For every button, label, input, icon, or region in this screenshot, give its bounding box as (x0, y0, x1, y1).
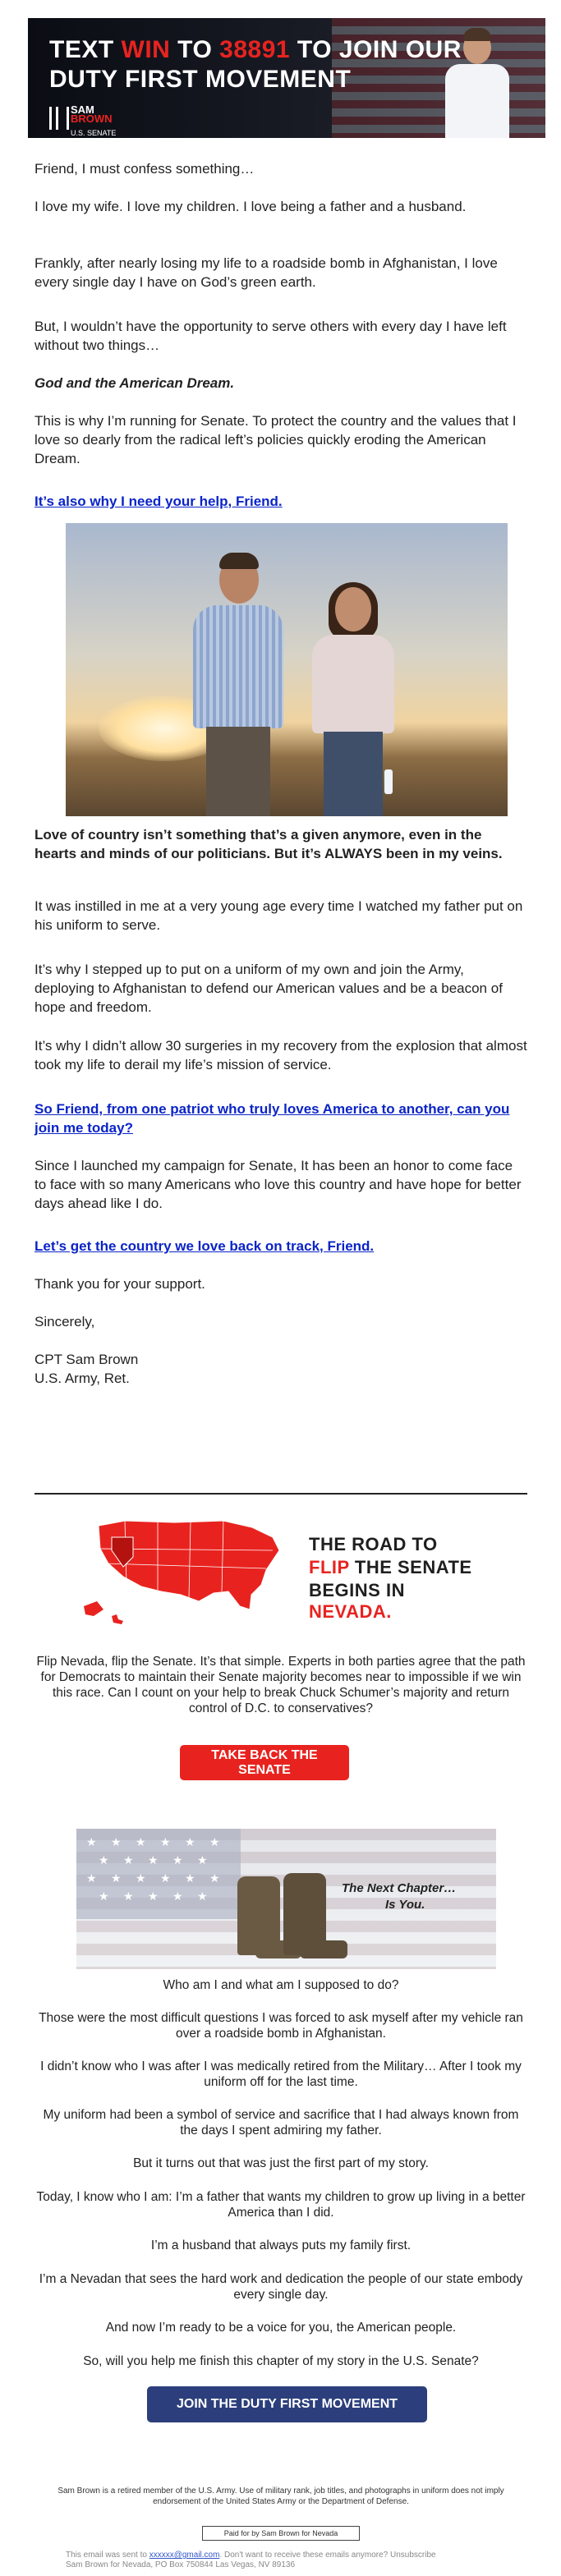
chapter-paragraph: But it turns out that was just the first part of my story. (133, 2156, 429, 2170)
letter-paragraph: This is why I’m running for Senate. To protect the country and the values that I love so dearly from the radical left’s policies quickly eroding the American Dream. (34, 413, 517, 466)
campaign-logo-subtitle: U.S. SENATE (71, 129, 117, 137)
military-disclaimer: Sam Brown is a retired member of the U.S. Army. Use of military rank, job titles, and photographs in uniform does not imply endorsement of the United States Army or the Department of Defense. (57, 2486, 504, 2506)
letter-paragraph: Friend, I must confess something… (34, 161, 255, 177)
banner-title-line3: BEGINS IN NEVADA. (309, 1580, 405, 1622)
chapter-paragraph: I’m a husband that always puts my family first. (150, 2239, 412, 2252)
letter-bold-paragraph: Love of country isn’t something that’s a given anymore, even in the hearts and minds of our politicians. But it’s ALWAYS been in my veins. (34, 827, 503, 861)
paid-for-box: Paid for by Sam Brown for Nevada (202, 2526, 360, 2541)
letter-paragraph: It’s why I stepped up to put on a uniform of my own and join the Army, deploying to Afghanistan to defend our American values and be a beacon of hope and freedom. (34, 962, 503, 1015)
header-banner[interactable] (28, 18, 545, 138)
take-back-senate-button[interactable]: TAKE BACK THE SENATE (180, 1745, 349, 1780)
chapter-paragraph: And now I’m ready to be a voice for you, the American people. (105, 2321, 457, 2335)
chapter-question: Who am I and what am I supposed to do? (163, 1978, 399, 1992)
candidate-family-photo[interactable] (66, 523, 508, 816)
email-footer: This email was sent to xxxxxx@gmail.com. Don't want to receive these emails anymore? Unsubscribe Sam Brown for Nevada, PO Box 750844 Las Vegas, NV 89136 (66, 2551, 436, 2569)
chapter-paragraph: So, will you help me finish this chapter of my story in the U.S. Senate? (83, 2354, 479, 2368)
banner-headline-line2: DUTY FIRST MOVEMENT (49, 66, 352, 93)
campaign-logo-icon (49, 107, 69, 130)
nevada-paragraph: Flip Nevada, flip the Senate. It’s that simple. Experts in both parties agree that the path for Democrats to maintain their Senate majority becomes near to impossible if we win this race. Can I count on your help to break Chuck Schumer’s majority and return control of D.C. to conservatives? (36, 1655, 526, 1715)
letter-paragraph: Since I launched my campaign for Senate, It has been an honor to come face to face with so many Americans who love this country and have hope for better days ahead like I do. (34, 1158, 522, 1211)
banner-caption-line1: The Next Chapter… (342, 1881, 457, 1895)
mailing-address: Sam Brown for Nevada, PO Box 750844 Las Vegas, NV 89136 (66, 2560, 296, 2569)
join-movement-button[interactable]: JOIN THE DUTY FIRST MOVEMENT (147, 2386, 427, 2422)
chapter-paragraph: Those were the most difficult questions I was forced to ask myself after my vehicle ran over a roadside bomb in Afghanistan. (39, 2011, 523, 2041)
chapter-paragraph: Today, I know who I am: I’m a father that wants my children to grow up living in a better America than I did. (36, 2190, 526, 2220)
campaign-logo-name: SAM BROWN (71, 103, 113, 125)
us-map-icon (76, 1509, 297, 1631)
banner-headline-line1: TEXT WIN TO 38891 TO JOIN OUR (49, 36, 462, 63)
letter-paragraph: It’s why I didn’t allow 30 surgeries in my recovery from the explosion that almost took my life to derail my life’s mission of service. (34, 1038, 527, 1072)
recipient-email-link[interactable]: xxxxxx@gmail.com (149, 2551, 220, 2560)
letter-emphasis: God and the American Dream. (34, 375, 235, 391)
donate-link[interactable]: So Friend, from one patriot who truly loves America to another, can you join me today? (34, 1101, 510, 1136)
chapter-paragraph: I didn’t know who I was after I was medically retired from the Military… After I took my uniform off for the last time. (40, 2059, 522, 2089)
chapter-paragraph: My uniform had been a symbol of service and sacrifice that I had always known from the days I spent admiring my father. (43, 2108, 519, 2137)
banner-title-line2: FLIP THE SENATE (309, 1557, 472, 1577)
letter-paragraph: I love my wife. I love my children. I love being a father and a husband. (34, 199, 467, 214)
letter-paragraph: Sincerely, (34, 1314, 95, 1329)
banner-caption-line2: Is You. (385, 1898, 425, 1912)
letter-paragraph: Thank you for your support. (34, 1276, 205, 1292)
chapter-paragraph: I’m a Nevadan that sees the hard work and dedication the people of our state embody every single day. (39, 2272, 523, 2302)
flip-senate-banner[interactable] (76, 1509, 486, 1631)
candidate-photo (442, 26, 513, 138)
banner-title-line1: THE ROAD TO (309, 1534, 438, 1554)
letter-paragraph: It was instilled in me at a very young age every time I watched my father put on his uniform to serve. (34, 898, 523, 933)
letter-paragraph: But, I wouldn’t have the opportunity to serve others with every day I have left without two things… (34, 319, 507, 353)
donate-link[interactable]: Let’s get the country we love back on track, Friend. (34, 1238, 375, 1254)
signature-title: U.S. Army, Ret. (34, 1371, 130, 1386)
signature-name: CPT Sam Brown (34, 1352, 139, 1367)
section-divider (34, 1493, 527, 1495)
next-chapter-banner[interactable]: ★ ★ ★ ★ ★ ★ ★ ★ ★ ★ ★ ★ ★ ★ ★ ★ ★ ★ ★ ★ ★ ★ The Next Chapter… Is You. (76, 1829, 496, 1969)
letter-paragraph: Frankly, after nearly losing my life to a roadside bomb in Afghanistan, I love every single day I have on God’s green earth. (34, 255, 498, 290)
donate-link[interactable]: It’s also why I need your help, Friend. (34, 494, 283, 509)
